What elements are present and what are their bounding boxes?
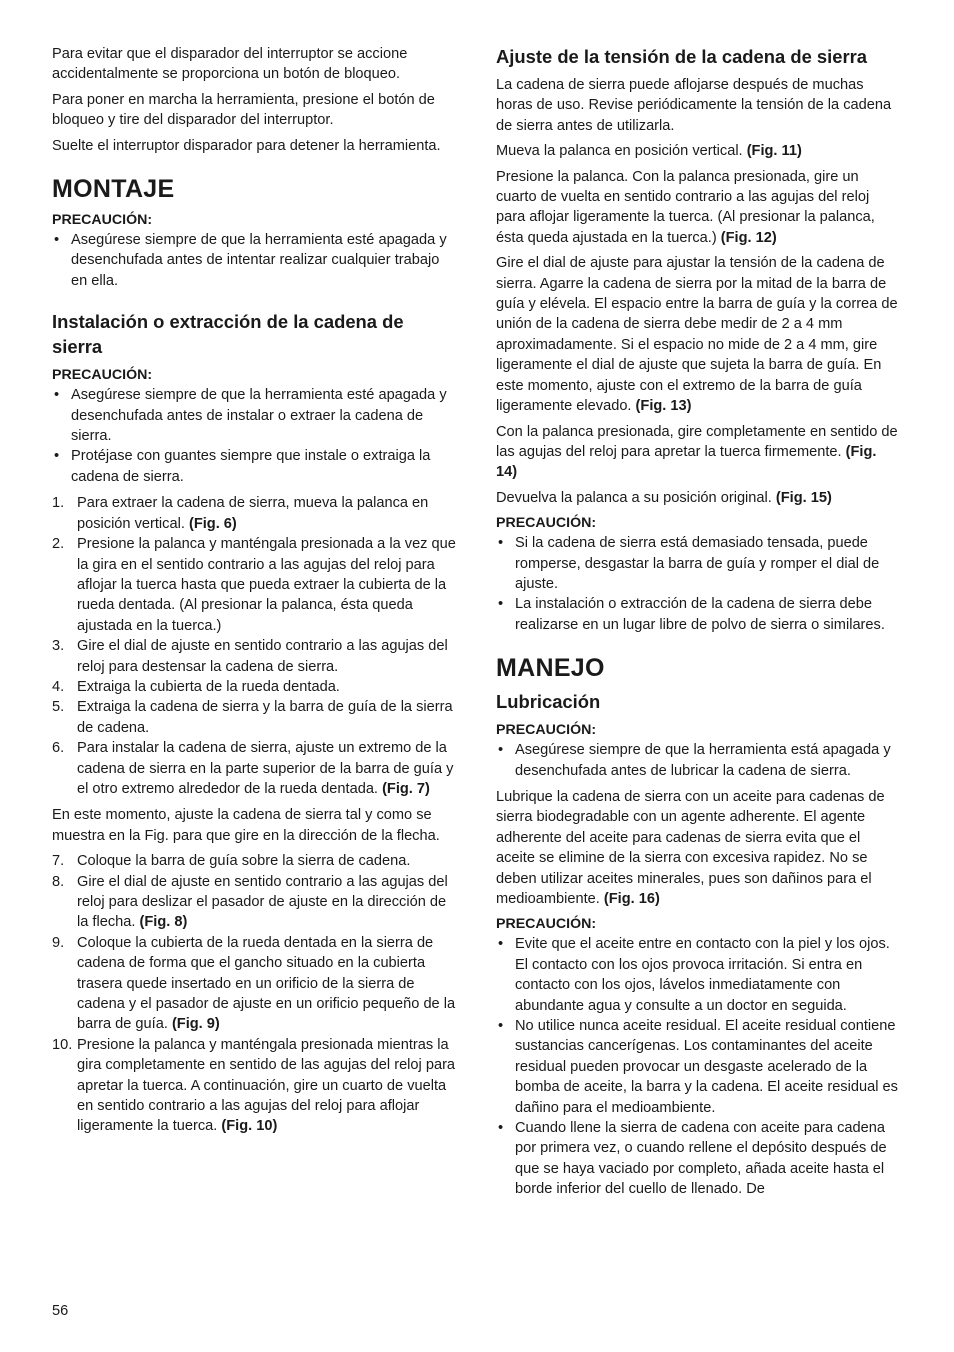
body-paragraph: Presione la palanca. Con la palanca presionada, gire un cuarto de vuelta en sentido contrario a las agujas del reloj para aflojar ligeramente la tuerca. (Al presionar la palanca, ésta queda ajustada en la tuerca.) (Fig. 12) bbox=[496, 168, 875, 246]
body-paragraph: Lubrique la cadena de sierra con un aceite para cadenas de sierra biodegradable con un agente adherente. El agente adherente del aceite para cadenas de sierra evita que el aceite se elimine de la sierra con excesiva rapidez. No se deben utilizar aceites minerales, pues son dañinos para el medioambiente. (Fig. 16) bbox=[496, 788, 885, 907]
section-title-montaje: MONTAJE bbox=[52, 175, 175, 204]
section-title-manejo: MANEJO bbox=[496, 654, 605, 683]
body-paragraph: La cadena de sierra puede aflojarse después de muchas horas de uso. Revise periódicamente la tensión de la cadena de sierra antes de utilizarla. bbox=[496, 77, 892, 134]
fig-ref: (Fig. 13) bbox=[635, 398, 692, 415]
right-column bbox=[496, 44, 901, 1206]
body-paragraph: Mueva la palanca en posición vertical. (Fig. 11) bbox=[496, 143, 802, 160]
caution-item: • La instalación o extracción de la cadena de sierra debe realizarse en un lugar libre de polvo de sierra o similares. bbox=[496, 594, 901, 635]
caution-item: • No utilice nunca aceite residual. El aceite residual contiene sustancias cancerígenas. Los contaminantes del aceite residual pueden provocar un desgaste acelerado de la bomba de aceite, la barra y la cadena. El aceite residual es dañino para el medioambiente. bbox=[496, 1016, 901, 1118]
fig-ref: (Fig. 15) bbox=[775, 489, 832, 506]
body-paragraph: Gire el dial de ajuste para ajustar la tensión de la cadena de sierra. Agarre la cadena de sierra por la mitad de la barra de guía y elévela. El espacio entre la barra de guía y la correa de unión de la cadena de sierra debe medir de 2 a 4 mm aproximadamente. Si el espacio no mide de 2 a 4 mm, gire ligeramente el dial de ajuste que sujeta la barra de guía. En este momento, ajuste con el extremo de la barra de guía ligeramente elevado. (Fig. 13) bbox=[496, 255, 898, 415]
intro-paragraph: Para evitar que el disparador del interruptor se accione accidentalmente se proporciona un botón de bloqueo. bbox=[52, 46, 408, 83]
caution-list bbox=[496, 740, 901, 781]
caution-item: • Asegúrese siempre de que la herramienta esté apagada y desenchufada antes de intentar realizar cualquier trabajo en ella. bbox=[52, 230, 457, 291]
caution-list bbox=[52, 230, 457, 291]
step-item: 9. Coloque la cubierta de la rueda dentada en la sierra de cadena de forma que el gancho situado en la cubierta trasera quede insertado en un orificio de la sierra de cadena y el pasador de ajuste en un orificio pequeño de la barra de guía. (Fig. 9) bbox=[52, 934, 456, 1033]
body-paragraph: Devuelva la palanca a su posición original. (Fig. 15) bbox=[496, 489, 832, 506]
subsection-title-tension: Ajuste de la tensión de la cadena de sierra bbox=[496, 46, 868, 67]
step-item: 5. Extraiga la cadena de sierra y la barra de guía de la sierra de cadena. bbox=[52, 699, 453, 736]
caution-item: • Si la cadena de sierra está demasiado tensada, puede romperse, desgastar la barra de guía y romper el dial de ajuste. bbox=[496, 533, 901, 594]
caution-label: PRECAUCIÓN: bbox=[52, 212, 153, 229]
left-column bbox=[52, 44, 457, 1143]
fig-ref: (Fig. 10) bbox=[221, 1118, 278, 1135]
step-item: 8. Gire el dial de ajuste en sentido contrario a las agujas del reloj para deslizar el pasador de ajuste en la dirección de la flecha. (Fig. 8) bbox=[52, 873, 448, 931]
caution-list bbox=[496, 533, 901, 635]
caution-item: • Cuando llene la sierra de cadena con aceite para cadena por primera vez, o cuando rellene el depósito después de que se haya vaciado por completo, añada aceite hasta el borde inferior del cuello de llenado. De bbox=[496, 1118, 901, 1200]
step-item: 1. Para extraer la cadena de sierra, mueva la palanca en posición vertical. (Fig. 6) bbox=[52, 495, 429, 532]
fig-ref: (Fig. 7) bbox=[382, 780, 430, 797]
intro-paragraph: Para poner en marcha la herramienta, presione el botón de bloqueo y tire del disparador del interruptor. bbox=[52, 91, 435, 129]
intro-paragraph: Suelte el interruptor disparador para detener la herramienta. bbox=[52, 137, 441, 154]
caution-label: PRECAUCIÓN: bbox=[496, 916, 597, 933]
caution-list bbox=[496, 934, 901, 1199]
fig-ref: (Fig. 6) bbox=[188, 515, 237, 532]
fig-ref: (Fig. 8) bbox=[139, 914, 188, 931]
step-item: 7. Coloque la barra de guía sobre la sierra de cadena. bbox=[52, 853, 411, 870]
body-paragraph: En este momento, ajuste la cadena de sierra tal y como se muestra en la Fig. para que gire en la dirección de la flecha. bbox=[52, 807, 440, 844]
fig-ref: (Fig. 14) bbox=[496, 443, 877, 481]
caution-list bbox=[52, 385, 457, 487]
caution-item: • Protéjase con guantes siempre que instale o extraiga la cadena de sierra. bbox=[52, 446, 457, 487]
steps-list-b bbox=[52, 851, 457, 1137]
caution-item: • Asegúrese siempre de que la herramienta está apagada y desenchufada antes de lubricar la cadena de sierra. bbox=[496, 740, 901, 781]
fig-ref: (Fig. 9) bbox=[171, 1016, 220, 1033]
caution-label: PRECAUCIÓN: bbox=[496, 515, 597, 532]
steps-list-a bbox=[52, 493, 457, 799]
step-item: 4. Extraiga la cubierta de la rueda dentada. bbox=[52, 678, 340, 695]
body-paragraph: Con la palanca presionada, gire completamente en sentido de las agujas del reloj para apretar la tuerca firmemente. (Fig. 14) bbox=[496, 423, 898, 481]
caution-label: PRECAUCIÓN: bbox=[496, 722, 597, 739]
subsection-title-lubricacion: Lubricación bbox=[496, 691, 601, 713]
step-item: 6. Para instalar la cadena de sierra, ajuste un extremo de la cadena de sierra en la parte superior de la barra de guía y el otro extremo alrededor de la rueda dentada. (Fig. 7) bbox=[52, 740, 454, 797]
step-item: 3. Gire el dial de ajuste en sentido contrario a las agujas del reloj para destensar la cadena de sierra. bbox=[52, 638, 448, 675]
caution-item: • Evite que el aceite entre en contacto con la piel y los ojos. El contacto con los ojos provoca irritación. Si entra en contacto con los ojos, lávelos inmediatamente con abundante agua y consulte a un doctor en seguida. bbox=[496, 934, 901, 1016]
page-number: 56 bbox=[52, 1303, 69, 1319]
fig-ref: (Fig. 16) bbox=[603, 891, 660, 907]
fig-ref: (Fig. 12) bbox=[720, 229, 777, 246]
caution-label: PRECAUCIÓN: bbox=[52, 367, 153, 384]
fig-ref: (Fig. 11) bbox=[746, 143, 802, 160]
step-item: 10. Presione la palanca y manténgala presionada mientras la gira completamente en sentido de las agujas del reloj para apretar la tuerca. A continuación, gire un cuarto de vuelta en sentido contrario a las agujas del reloj para aflojar ligeramente la tuerca. (Fig. 10) bbox=[52, 1036, 456, 1135]
subsection-title-install: Instalación o extracción de la cadena de sierra bbox=[52, 311, 404, 358]
step-item: 2. Presione la palanca y manténgala presionada a la vez que la gira en el sentido contrario a las agujas del reloj para aflojar la tuerca hasta que pueda extraer la cubierta de la rueda dentada. (Al presionar la palanca, ésta queda ajustada en la tuerca.) bbox=[52, 536, 456, 634]
caution-item: • Asegúrese siempre de que la herramienta esté apagada y desenchufada antes de instalar o extraer la cadena de sierra. bbox=[52, 385, 457, 446]
